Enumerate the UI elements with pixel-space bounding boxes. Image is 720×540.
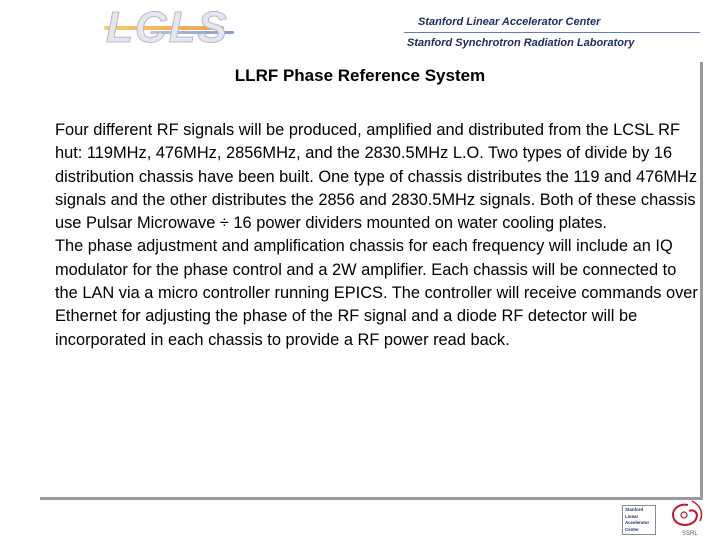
ssrl-logo-text: SSRL: [682, 531, 698, 537]
slac-logo-line: Stanford: [625, 507, 644, 512]
slac-logo-line: Accelerator: [625, 520, 650, 526]
org-line-slac: Stanford Linear Accelerator Center: [418, 16, 601, 28]
slide-title: LLRF Phase Reference System: [234, 66, 486, 85]
org-line-ssrl: Stanford Synchrotron Radiation Laboratory: [407, 37, 635, 49]
slide-body: [55, 119, 698, 352]
slide-frame-bottom-edge: [40, 497, 703, 500]
body-paragraph-phase-adjustment: The phase adjustment and amplification chassis for each frequency will include an IQ modulator for the phase control and a 2W amplifier. Each chassis will be connected to the LAN via a micro controller running EPICS. The controller will receive commands over Ethernet for adjusting the phase of the RF signal and a diode RF detector will be incorporated in each chassis to provide a RF power read back.: [55, 237, 698, 349]
slide-frame-right-edge: [700, 62, 703, 500]
ssrl-logo: [662, 497, 710, 537]
header-divider: [404, 32, 700, 33]
slac-logo-line: Center: [625, 526, 639, 532]
slac-logo-line: Linear: [625, 513, 639, 519]
ssrl-logo-swirl: [673, 505, 697, 525]
body-paragraph-distribution: Four different RF signals will be produced, amplified and distributed from the LCSL RF hut: 119MHz, 476MHz, 2856MHz, and the 2830.5MHz L.O. Two types of divide by 16 distribution chassis have been built. One type of chassis distributes the 119 and 476MHz signals and the other distributes the 2856 and 2830.5MHz signals. Both of these chassis use Pulsar Microwave ÷ 16 power dividers mounted on water cooling plates.: [55, 121, 698, 233]
lcls-logo-lettering: LCLS: [106, 3, 229, 52]
slac-logo: [622, 505, 656, 535]
lcls-logo: [106, 3, 229, 52]
ssrl-logo-ring: [681, 512, 687, 518]
